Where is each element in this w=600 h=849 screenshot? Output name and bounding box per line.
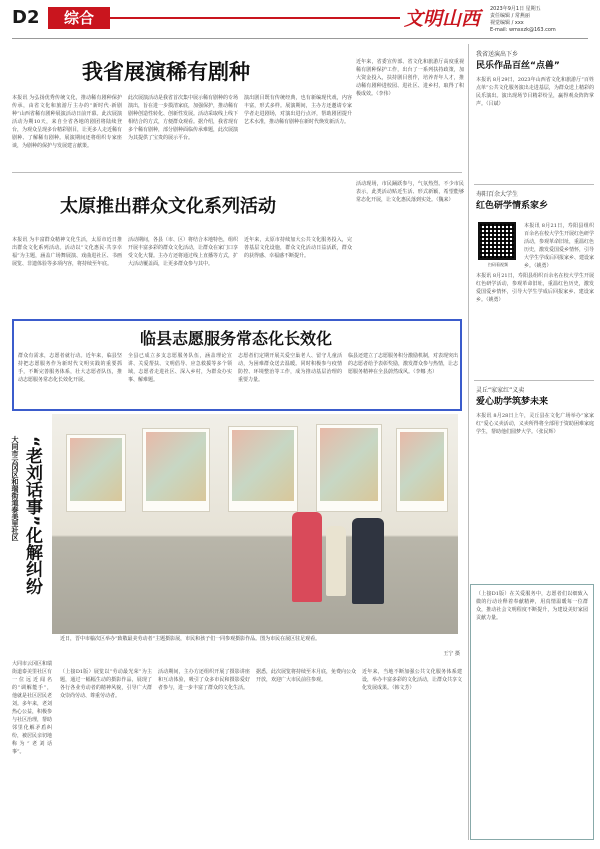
vertical-feature-headline-block [20,436,44,656]
visual-editor-line: 视觉编辑 / xxx [490,20,524,26]
right-item3-body: 本报讯 8月28日上午，灵丘县在文化广场举办“家家红”爱心义卖活动，义卖所得将全部用于资助困难家庭学生，帮助他们圆梦大学。（张民辉） [476,413,594,435]
visitor-figure [292,512,322,602]
page-number: D2 [12,7,40,28]
right-item2-body: 本报讯 8月21日，寿阳县组织百余名在校大学生开展红色研学活动，参观革命旧址，重温红色历史，激发爱国爱乡情怀，引导大学生学成后回报家乡、建设家乡。（姚勇） [476,273,594,303]
story3-headline: 临县志愿服务常态化长效化 [140,329,333,348]
qr-label: 扫码看视频 [488,262,508,267]
right-divider [474,184,594,185]
right-item1-body: 本报讯 8月29日，2023年山西省文化和旅游厅“百姓点单”公共文化服务演出走进基层，为群众送上精彩的民乐演出。演出现场节目精彩纷呈，赢得观众阵阵掌声。（吕斌） [476,77,594,107]
exhibit-panel [228,426,298,512]
vertical-feature-headline: “老刘话事”化解纠纷 [22,436,42,595]
story1-headline: 我省展演稀有剧种 [82,60,250,84]
right-item1-kicker: 我省送演出下乡 [476,51,519,58]
story3-col1: 群众有需求，志愿者就行动。近年来，临县坚持把志愿服务作为新时代文明实践的重要抓手，不断完善服务体系，壮大志愿者队伍，推动志愿服务常态化长效化开展。 [18,353,122,383]
lower-col2: 活动期间，主办方还组织开展了摄影讲座和互动体验，吸引了众多市民和摄影爱好者参与，进一步丰富了群众的文化生活。 [158,669,250,691]
right-item4-body: （上接D1版）在关爱服务中，志愿者们以细致入微的行动诠释着奉献精神，用真情温暖每一位群众，推动社会文明程度不断提升，为建设美好家园贡献力量。 [476,591,588,621]
feature-photo [52,414,458,634]
exhibit-panel [66,434,126,512]
lower-col4: 近年来，当地不断加强公共文化服务体系建设，举办丰富多彩的文化活动，让群众共享文化发展成果。（韩文芳） [362,669,462,691]
vertical-feature-subhead: 大同市云冈区和瑞街道泰美里社区 [11,436,19,541]
story2-headline: 太原推出群众文化系列活动 [60,196,276,217]
masthead-divider [12,38,588,39]
lower-col1: （上接D1版）展览以“劳动最光荣”为主题，通过一幅幅生动的摄影作品，展现了各行各业劳动者的精神风貌，引导广大群众崇尚劳动、尊重劳动者。 [60,669,152,699]
photo-credit: 王宁 摄 [443,651,460,657]
lower-col3: 据悉，此次展览将持续至本月底，免费向公众开放，欢迎广大市民前往参观。 [256,669,356,683]
story2-col1: 本报讯 为丰富群众精神文化生活，太原市近日推出群众文化系列活动。活动以“文化惠民·共享幸福”为主题，涵盖广场舞展演、戏曲进社区、书画展览、非遗体验等多项内容，将持续至年底。 [12,237,122,267]
exhibit-panel [142,428,210,512]
story1-col3: 演出剧目既有传统经典，也有新编现代戏，内容丰富，形式多样。展演期间，主办方还邀请专家学者走进剧场，对演出进行点评，帮助剧团提升艺术水准，推动稀有剧种在新时代焕发新活力。 [244,95,352,125]
story2-col4: 活动现场，市民踊跃参与，气氛热烈。不少市民表示，此类活动贴近生活、形式新颖，希望能够常态化开展，让文化惠民落到实处。（魏来） [356,181,464,203]
exhibit-panel [316,424,382,512]
story1-col2: 此次展演活动是我省首次集中展示稀有剧种的专场演出，旨在进一步摸清家底，加强保护，推动稀有剧种创造性转化、创新性发展。活动采取线上线下相结合的方式，方便群众观看。据介绍，我省现有多个稀有剧种，部分剧种面临传承难题，此次展演为其提供了宝贵的展示平台。 [128,95,238,141]
section-rule [110,17,400,19]
right-item3-title: 爱心助学筑梦未来 [476,397,549,407]
vertical-feature-col1: 大同市云冈区和瑞街道泰美里社区有一位远近闻名的“调解能手”，他就是社区居民老刘。多年来，老刘热心公益，积极参与社区治理，帮助邻里化解矛盾纠纷，被居民亲切地称为“老刘话事”。 [12,661,52,755]
section-tab: 综合 [48,7,110,29]
email-line: E-mail: wmsxzk@163.com [490,27,556,33]
right-item2-title: 红色研学情系家乡 [476,201,549,211]
editor-line: 责任编辑 / 常燕丽 [490,13,530,19]
right-item2-kicker: 寿阳百余大学生 [476,191,519,198]
date-line: 2023年9月1日 星期五 [490,6,541,12]
visitor-figure [326,526,346,596]
brand-logo: 文明山西 [404,8,481,30]
story3-col3: 志愿者们定期开展关爱空巢老人、留守儿童活动，为困难群众送去温暖。同时积极参与疫情防控、环境整治等工作，成为推动基层治理的重要力量。 [238,353,342,383]
story2-col2: 活动期间，各县（市、区）将结合本地特色，组织开展丰富多彩的群众文化活动，让群众在家门口享受文化大餐。主办方还将通过线上直播等方式，扩大活动覆盖面，让更多群众参与其中。 [128,237,238,267]
right-item2-body-top: 本报讯 8月21日，寿阳县组织百余名在校大学生开展红色研学活动，参观革命旧址，重温红色历史，激发爱国爱乡情怀，引导大学生学成后回报家乡、建设家乡。（姚勇） [524,223,594,269]
right-item1-title: 民乐作品百丝“点兽” [476,61,560,71]
photo-caption: 近日，晋中市榆次区举办“致敬最美劳动者”主题摄影展，市民和孩子们一同参观摄影作品。图为市民在展区驻足观看。 [60,636,321,642]
story3-col2: 全县已成立多支志愿服务队伍，涵盖理论宣讲、关爱帮扶、文明倡导、应急救援等多个领域，志愿者走进社区、深入乡村，为群众办实事、解难题。 [128,353,232,383]
section-divider [12,172,462,173]
right-item3-kicker: 灵丘“家家红”义卖 [476,387,525,394]
story1-col1: 本报讯 为弘扬优秀传统文化，推动稀有剧种保护传承，由省文化和旅游厅主办的“新时代·新剧种”山西省稀有剧种展演活动日前开幕。此次展演活动为期10天，来自全省各地的剧团将陆续登台，为观众呈现多台精彩剧目，让更多人走近稀有剧种、了解稀有剧种。展演期间还将组织专家座谈，为剧种的保护与发展建言献策。 [12,95,122,149]
right-column-rule [468,44,469,840]
exhibit-panel [396,428,448,512]
masthead-info [490,6,596,36]
right-divider [474,380,594,381]
story3-col4: 临县还建立了志愿服务积分激励机制，对表现突出的志愿者给予表彰奖励，激发群众参与热情，让志愿服务精神在全县蔚然成风。（李娜 杰） [348,353,458,375]
story1-col4: 近年来，省委宣传部、省文化和旅游厅高度重视稀有剧种保护工作，出台了一系列扶持政策，加大资金投入，扶持剧目创作，培养青年人才，推动稀有剧种进校园、进社区、进乡村，取得了积极成效。（李伟） [356,59,464,97]
visitor-figure [352,518,384,604]
story2-col3: 近年来，太原市持续加大公共文化服务投入，完善基层文化设施，群众文化活动日益活跃，群众的获得感、幸福感不断提升。 [244,237,352,259]
qr-code[interactable] [478,222,516,260]
